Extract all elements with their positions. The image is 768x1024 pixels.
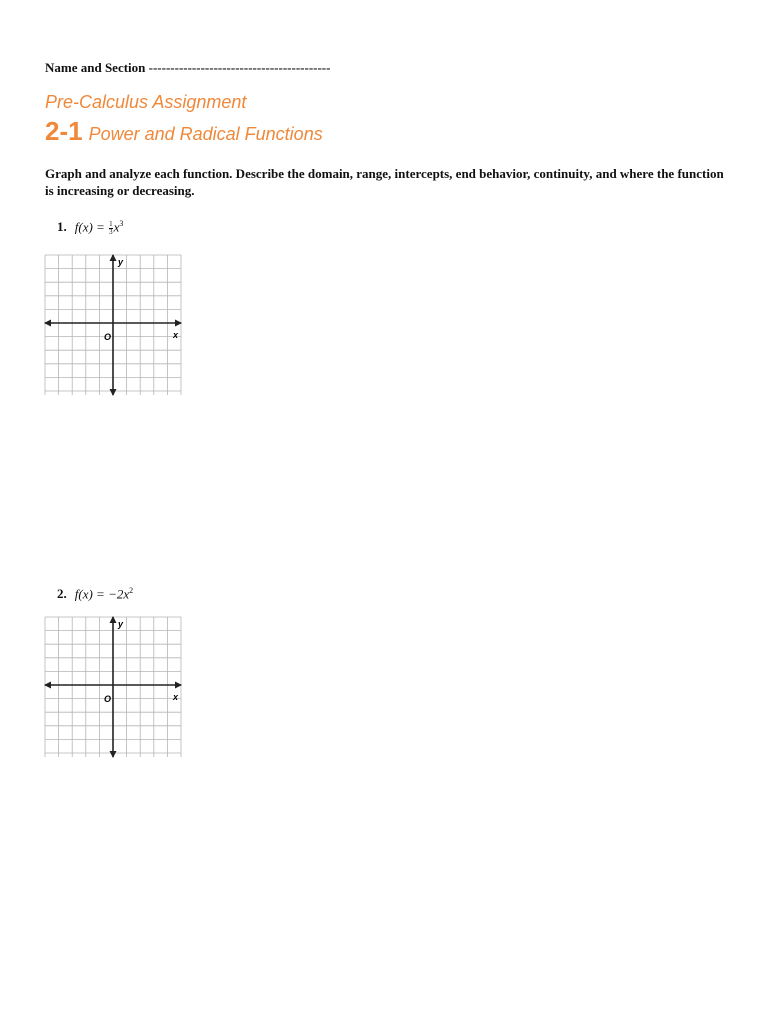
fraction-numerator: 1 — [109, 219, 113, 228]
coordinate-grid-2[interactable] — [44, 616, 184, 762]
coefficient-fraction — [109, 221, 113, 236]
lesson-number: 2-1 — [45, 116, 83, 146]
axes — [44, 254, 182, 396]
name-and-section-line: Name and Section ------------------------------------------ — [45, 60, 331, 75]
x-axis-label: x — [173, 330, 179, 340]
fraction-denominator: 3 — [109, 227, 113, 236]
assignment-title: Pre-Calculus Assignment — [45, 92, 247, 112]
function-expression: f(x) = — [74, 219, 109, 235]
y-axis-arrow-down — [110, 751, 117, 758]
y-axis-arrow-down — [110, 389, 117, 396]
lesson-title: Power and Radical Functions — [88, 124, 323, 144]
lesson-heading — [45, 116, 323, 147]
y-axis-label: y — [118, 257, 124, 267]
function-exponent: 3 — [119, 219, 124, 228]
axes — [44, 616, 182, 758]
function-variable: x — [123, 586, 130, 602]
problem-2-label — [57, 586, 133, 602]
instructions: Graph and analyze each function. Describe the domain, range, intercepts, end behavior, continuity, and where the function is increasing or decreasing. — [45, 166, 724, 198]
problem-number: 2. — [57, 586, 67, 602]
problem-1-label — [57, 219, 123, 236]
function-variable: x — [113, 219, 120, 235]
origin-label: O — [104, 332, 112, 342]
problem-number: 1. — [57, 219, 67, 235]
coordinate-grid-1[interactable] — [44, 254, 184, 400]
function-exponent: 2 — [129, 586, 134, 595]
origin-label: O — [104, 694, 112, 704]
y-axis-label: y — [118, 619, 124, 629]
function-expression: f(x) = −2 — [74, 586, 124, 602]
x-axis-label: x — [173, 692, 179, 702]
